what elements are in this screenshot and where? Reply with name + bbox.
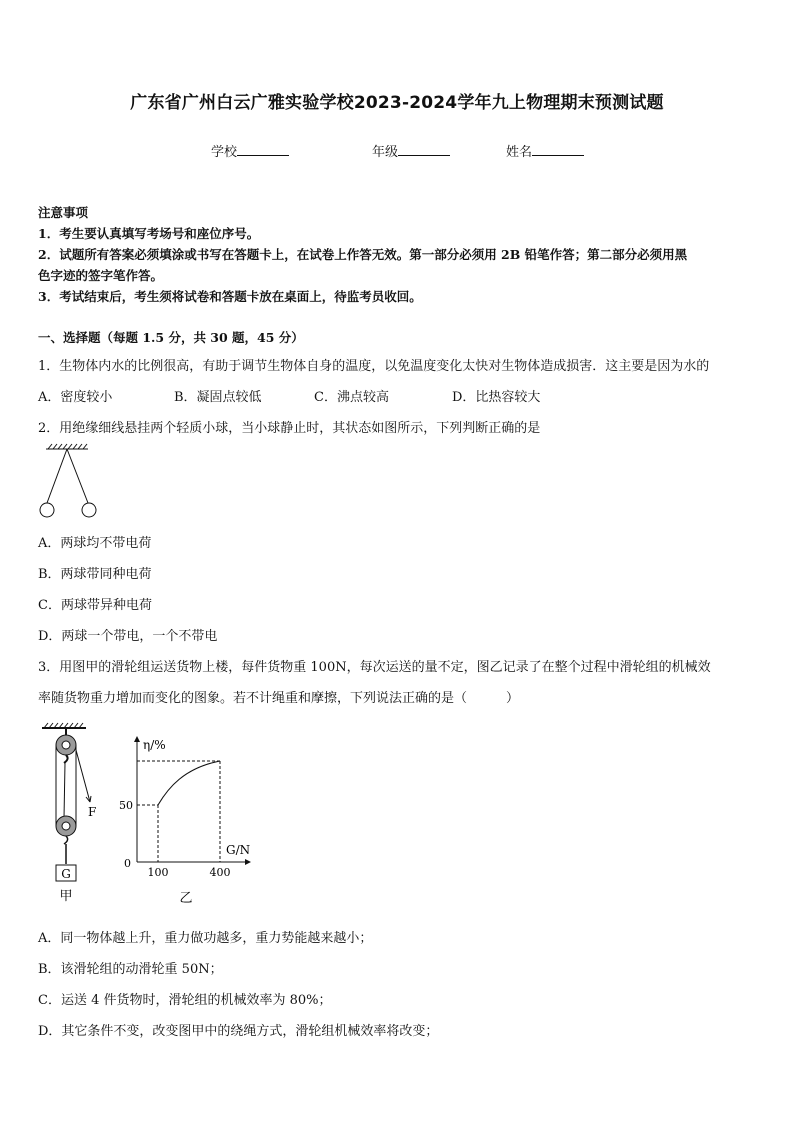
ceiling-hatch xyxy=(42,723,86,728)
q2-option-c: C．两球带异种电荷 xyxy=(38,598,152,613)
right-ball xyxy=(82,503,96,517)
q1-option-a: A．密度较小 xyxy=(38,390,113,405)
y-axis-label: η/% xyxy=(143,738,166,752)
efficiency-curve xyxy=(158,761,220,805)
school-field xyxy=(211,141,289,160)
x-axis-label: G/N xyxy=(226,843,251,857)
notes-heading: 注意事项 xyxy=(38,205,89,220)
q1-option-d: D．比热容较大 xyxy=(452,390,541,405)
q3-option-c: C．运送 4 件货物时，滑轮组的机械效率为 80%； xyxy=(38,993,332,1008)
q2-option-a: A．两球均不带电荷 xyxy=(38,536,152,551)
x-tick-label: 100 xyxy=(147,866,169,879)
pulley-figure xyxy=(36,722,116,907)
force-label: F xyxy=(88,805,97,819)
grade-label: 年级 xyxy=(372,145,399,160)
fixed-pulley-hook xyxy=(64,755,68,763)
movable-pulley-hook xyxy=(64,836,68,864)
school-label: 学校 xyxy=(211,145,238,160)
q1-option-b: B．凝固点较低 xyxy=(174,390,262,405)
x-axis-arrow xyxy=(245,859,251,865)
origin-label: 0 xyxy=(124,857,131,870)
notes-item: 2．试题所有答案必须填涂或书写在答题卡上，在试卷上作答无效。第一部分必须用 2B 铅笔作答；第二部分必须用黑 xyxy=(38,247,688,262)
y-axis-arrow xyxy=(134,736,140,742)
q2-stem: 2．用绝缘细线悬挂两个轻质小球，当小球静止时，其状态如图所示，下列判断正确的是 xyxy=(38,421,541,436)
q3-option-b: B．该滑轮组的动滑轮重 50N； xyxy=(38,962,223,977)
x-tick-label: 400 xyxy=(209,866,231,879)
figure-yi-caption: 乙 xyxy=(179,891,193,906)
left-ball xyxy=(40,503,54,517)
fixed-pulley xyxy=(56,735,76,755)
q1-options xyxy=(38,386,758,404)
movable-pulley xyxy=(56,816,76,836)
q1-option-c: C．沸点较高 xyxy=(314,390,389,405)
q1-stem: 1．生物体内水的比例很高，有助于调节生物体自身的温度，以免温度变化太快对生物体造成损害．这主要是因为水的 xyxy=(38,359,710,374)
grade-blank xyxy=(398,143,450,156)
ceiling-hatch xyxy=(46,444,88,449)
q3-stem-line2: 率随货物重力增加而变化的图象。若不计绳重和摩擦，下列说法正确的是（ ） xyxy=(38,691,520,706)
q2-option-d: D．两球一个带电，一个不带电 xyxy=(38,629,218,644)
q3-option-a: A．同一物体越上升，重力做功越多，重力势能越来越小； xyxy=(38,931,373,946)
left-thread xyxy=(47,449,67,503)
section-heading: 一、选择题（每题 1.5 分，共 30 题，45 分） xyxy=(38,330,304,345)
school-blank xyxy=(237,143,289,156)
q3-option-d: D．其它条件不变，改变图甲中的绕绳方式，滑轮组机械效率将改变； xyxy=(38,1024,439,1039)
page-title: 广东省广州白云广雅实验学校2023-2024学年九上物理期末预测试题 xyxy=(130,93,664,113)
name-label: 姓名 xyxy=(506,145,533,160)
guide-lines xyxy=(137,761,220,862)
notes-item: 色字迹的签字笔作答。 xyxy=(38,268,164,283)
weight-label: G xyxy=(61,867,71,881)
q3-stem-line1: 3．用图甲的滑轮组运送货物上楼，每件货物重 100N，每次运送的量不定，图乙记录了在整个过程中滑轮组的机械效 xyxy=(38,660,711,675)
right-thread xyxy=(67,449,88,503)
y-tick-label: 50 xyxy=(119,799,133,812)
name-field xyxy=(506,141,584,160)
notes-item: 3．考试结束后，考生须将试卷和答题卡放在桌面上，待监考员收回。 xyxy=(38,289,422,304)
efficiency-graph xyxy=(116,730,266,908)
q2-option-b: B．两球带同种电荷 xyxy=(38,567,152,582)
notes-item: 1．考生要认真填写考场号和座位序号。 xyxy=(38,226,260,241)
rope xyxy=(56,745,90,826)
figure-jia-caption: 甲 xyxy=(59,889,73,904)
grade-field xyxy=(372,141,450,160)
hanging-balls-figure xyxy=(36,443,108,523)
name-blank xyxy=(532,143,584,156)
